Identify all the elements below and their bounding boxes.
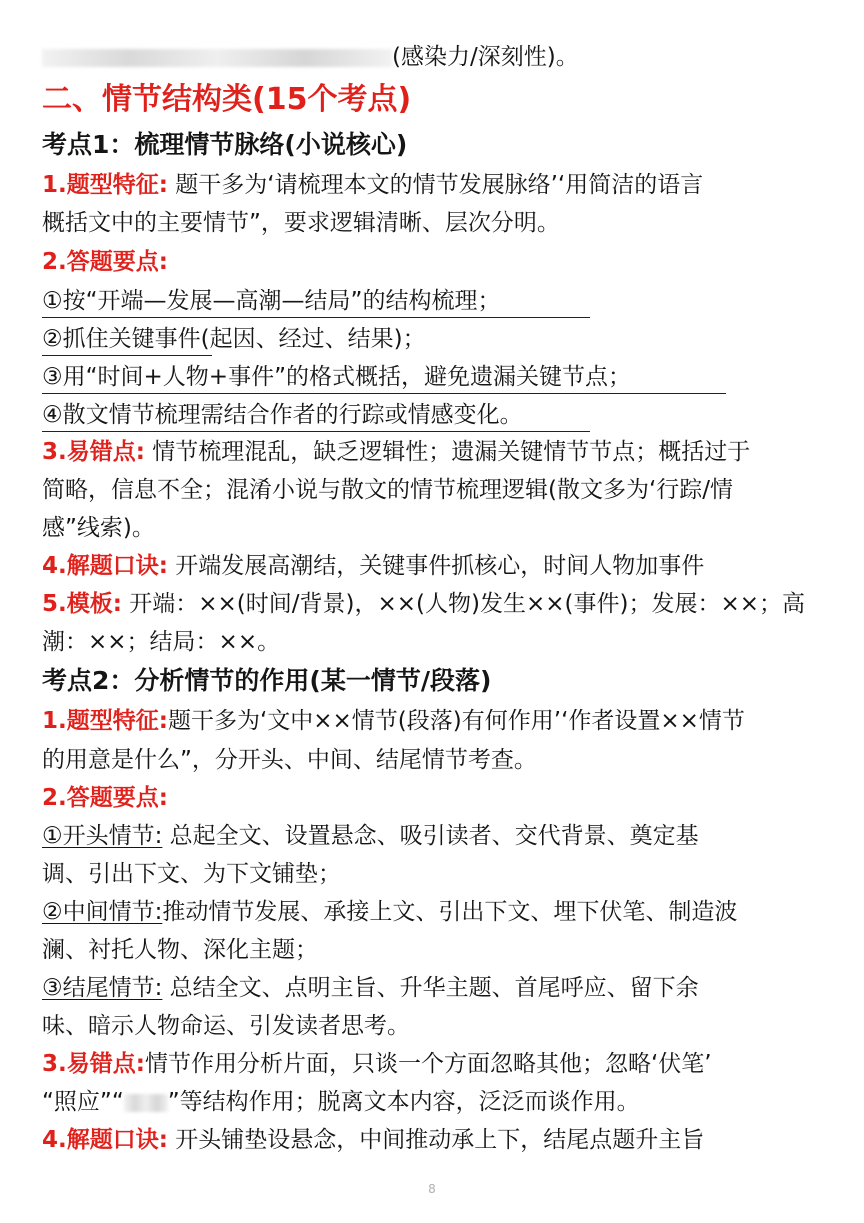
kp2-point-2: ②中间情节:推动情节发展、承接上文、引出下文、埋下伏笔、制造波 <box>42 899 738 925</box>
page-number: 8 <box>428 1182 436 1196</box>
kp1-feature: 1.题型特征: 题干多为‘请梳理本文的情节发展脉络’‘用简洁的语言 <box>42 172 704 198</box>
kp2-errors: 3.易错点:情节作用分析片面，只谈一个方面忽略其他；忽略‘伏笔’ <box>42 1051 712 1077</box>
kp1-title: 考点1：梳理情节脉络(小说核心) <box>42 130 408 159</box>
kp2-points-label: 2.答题要点: <box>42 785 168 811</box>
kp1-rhyme: 4.解题口诀: 开端发展高潮结，关键事件抓核心，时间人物加事件 <box>42 553 705 579</box>
kp2-errors-cont: “照应”“ ”等结构作用；脱离文本内容，泛泛而谈作用。 <box>42 1089 640 1115</box>
kp1-feature-cont: 概括文中的主要情节”，要求逻辑清晰、层次分明。 <box>42 210 560 236</box>
blurred-text <box>42 49 392 67</box>
kp1-point-3: ③用“时间+人物+事件”的格式概括，避免遗漏关键节点； <box>42 358 824 396</box>
kp1-template-cont: 潮：××；结局：××。 <box>42 629 281 655</box>
section-title: 二、情节结构类(15个考点) <box>42 82 412 117</box>
kp1-errors: 3.易错点: 情节梳理混乱，缺乏逻辑性；遗漏关键情节节点；概括过于 <box>42 439 751 465</box>
kp2-point-1: ①开头情节: 总起全文、设置悬念、吸引读者、交代背景、奠定基 <box>42 823 699 849</box>
kp2-point-3: ③结尾情节: 总结全文、点明主旨、升华主题、首尾呼应、留下余 <box>42 975 699 1001</box>
top-line: (感染力/深刻性)。 <box>42 38 824 76</box>
kp1-errors-cont-2: 感”线索)。 <box>42 515 155 541</box>
kp1-point-4: ④散文情节梳理需结合作者的行踪或情感变化。 <box>42 396 824 434</box>
kp2-point-3-cont: 味、暗示人物命运、引发读者思考。 <box>42 1013 410 1039</box>
kp1-point-1: ①按“开端—发展—高潮—结局”的结构梳理； <box>42 282 824 320</box>
kp2-point-1-cont: 调、引出下文、为下文铺垫； <box>42 861 341 887</box>
kp2-point-2-cont: 澜、衬托人物、深化主题； <box>42 937 318 963</box>
kp2-rhyme: 4.解题口诀: 开头铺垫设悬念，中间推动承上下，结尾点题升主旨 <box>42 1127 705 1153</box>
kp1-points-label: 2.答题要点: <box>42 249 168 275</box>
kp1-template: 5.模板: 开端：××(时间/背景)，××(人物)发生××(事件)；发展：××；高 <box>42 591 806 617</box>
kp1-point-2: ②抓住关键事件(起因、经过、结果)； <box>42 320 824 358</box>
kp2-title: 考点2：分析情节的作用(某一情节/段落) <box>42 666 492 695</box>
blurred-text <box>124 1094 168 1112</box>
kp2-feature-cont: 的用意是什么”，分开头、中间、结尾情节考查。 <box>42 747 537 773</box>
kp2-feature: 1.题型特征:题干多为‘文中××情节(段落)有何作用’‘作者设置××情节 <box>42 708 745 734</box>
kp1-errors-cont-1: 简略，信息不全；混淆小说与散文的情节梳理逻辑(散文多为‘行踪/情 <box>42 477 734 503</box>
